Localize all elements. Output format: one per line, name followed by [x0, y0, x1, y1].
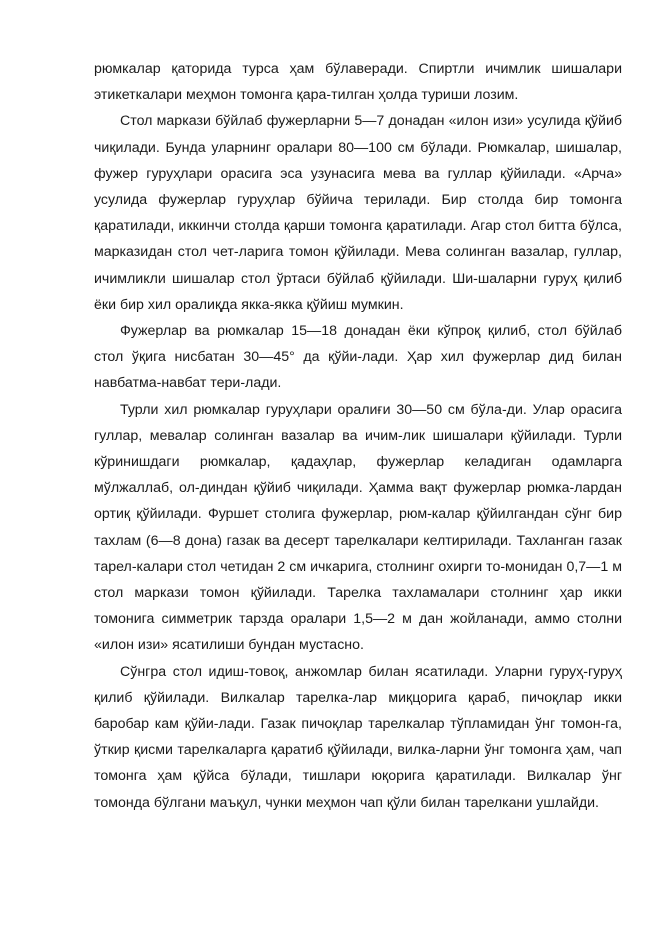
paragraph-4: Турли хил рюмкалар гуруҳлари оралиғи 30—50 см бўла-ди. Улар орасига гуллар, мевалар солинган вазалар ва ичим-лик шишалари қўйилади. Турли кўринишдаги рюмкалар, қадаҳлар, фужерлар келадиган одамларга мўлжаллаб, ол-диндан қўйиб чиқилади. Ҳамма вақт фужерлар рюмка-лардан ортиқ қўйилади. Фуршет столига фужерлар, рюм-калар қўйилгандан сўнг бир тахлам (6—8 дона) газак ва десерт тарелкалари келтирилади. Тахланган газак тарел-калари стол четидан 2 см ичкарига, столнинг охирги то-монидан 0,7—1 м стол маркази томон қўйилади. Тарелка тахламалари столнинг ҳар икки томонига симметрик тарзда оралари 1,5—2 м дан жойланади, аммо столни «илон изи» ясатилиши бундан мустасно.	[94, 401, 622, 654]
paragraph-2: Стол маркази бўйлаб фужерларни 5—7 донадан «илон изи» усулида қўйиб чиқилади. Бунда уларнинг оралари 80—100 см бўлади. Рюмкалар, шишалар, фужер гуруҳлари орасига эса узунасига мева ва гуллар қўйилади. «Арча» усулида фужерлар гуруҳлар бўйича терилади. Бир столда бир томонга қаратилади, иккинчи столда қарши томонга қаратилади. Агар стол битта бўлса, марказидан стол чет-ларига томон қўйилади. Мева солинган вазалар, гуллар, ичимликли шишалар стол ўртаси бўйлаб қўйилади. Ши-шаларни гуруҳ қилиб ёки бир хил оралиқда якка-якка қўйиш мумкин.	[94, 113, 622, 313]
paragraph-5: Сўнгра стол идиш-товоқ, анжомлар билан ясатилади. Уларни гуруҳ-гуруҳ қилиб қўйилади. Вилкалар тарелка-лар миқцорига қараб, пичоқлар икки баробар кам қўйи-лади. Газак пичоқлар тарелкалар тўпламидан ўнг томон-га, ўткир қисми тарелкаларга қаратиб қўйилади, вилка-ларни ўнг томонга ҳам, чап томонга ҳам қўйса бўлади, тишлари юқорига қаратилади. Вилкалар ўнг томонда бўлгани маъқул, чунки меҳмон чап қўли билан тарелкани ушлайди.	[94, 663, 622, 811]
document-page	[94, 56, 622, 816]
paragraph-1: рюмкалар қаторида турса ҳам бўлаверади. Спиртли ичимлик шишалари этикеткалари меҳмон томонга қара-тилган ҳолда туриши лозим.	[94, 61, 622, 104]
paragraph-3: Фужерлар ва рюмкалар 15—18 донадан ёки кўпроқ қилиб, стол бўйлаб стол ўқига нисбатан 30—45° да қўйи-лади. Ҳар хил фужерлар дид билан навбатма-навбат тери-лади.	[94, 323, 622, 392]
